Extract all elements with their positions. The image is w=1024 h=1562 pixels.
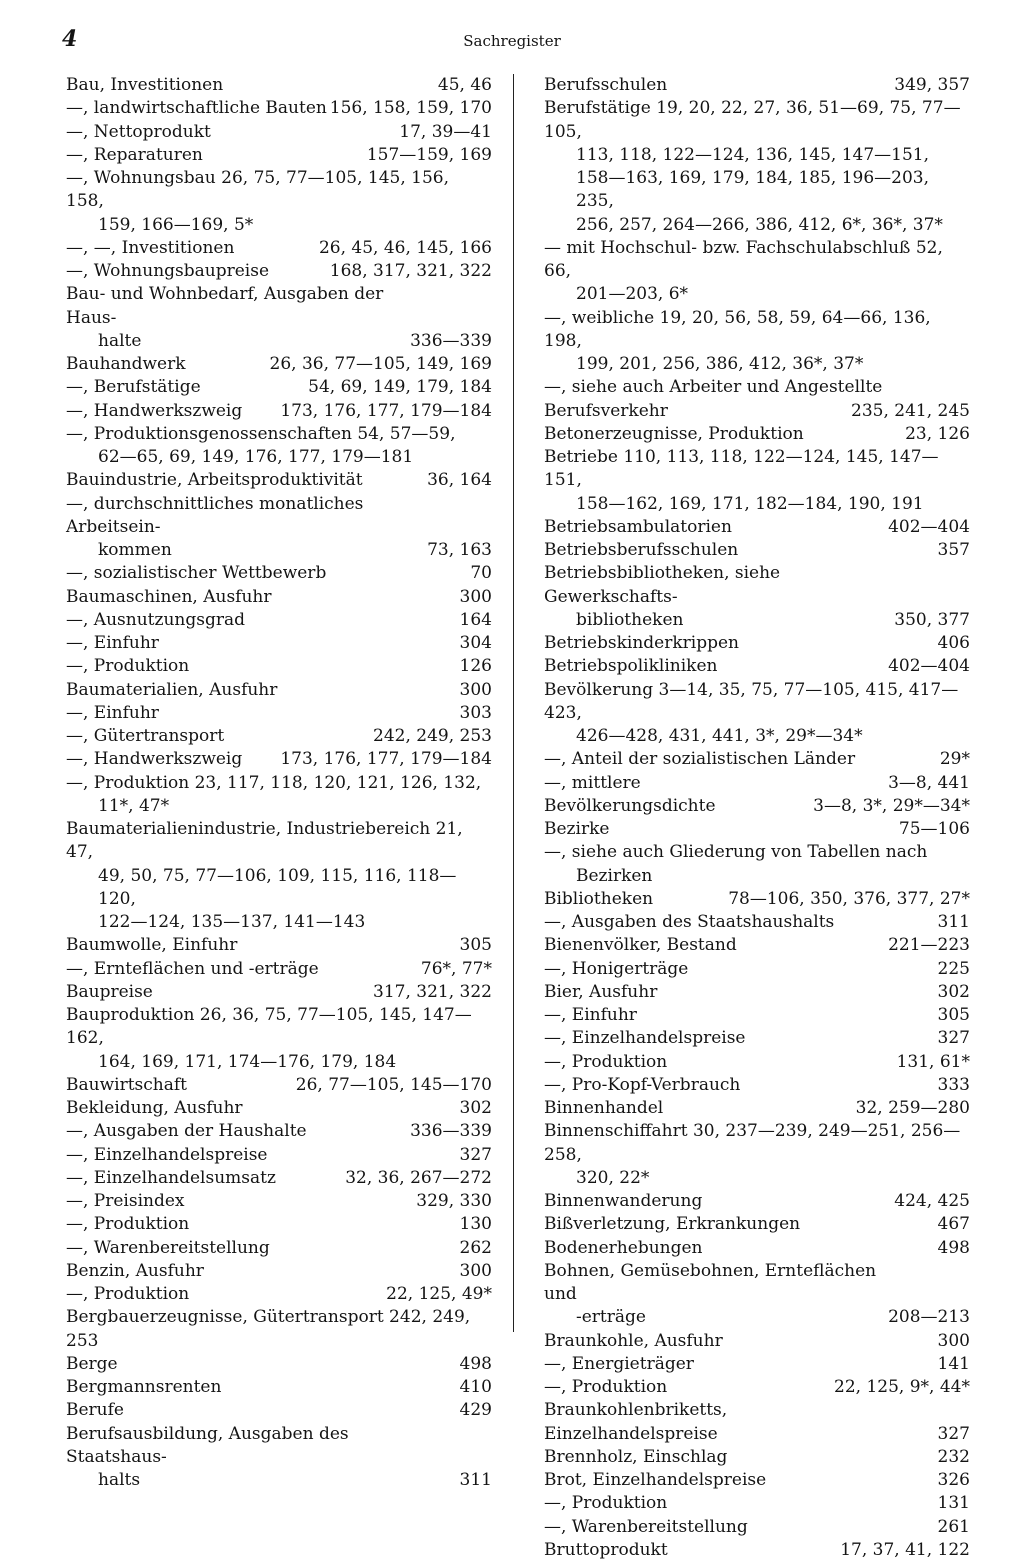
entry-term: —, Nettoprodukt (66, 121, 211, 142)
entry-pages: 333 (937, 1074, 970, 1095)
index-entry (66, 748, 492, 771)
entry-pages: 36, 164 (427, 470, 492, 491)
entry-pages: 54, 69, 149, 179, 184 (308, 377, 492, 398)
entry-term: —, Produktion (544, 1051, 668, 1072)
entry-pages: 498 (459, 1353, 492, 1374)
entry-term: Betriebspolikliniken (544, 656, 718, 677)
entry-pages: 336—339 (410, 1121, 492, 1142)
entry-pages: 410 (459, 1377, 492, 1397)
entry-pages: 26, 36, 77—105, 149, 169 (269, 354, 492, 374)
entry-term: Baumaterialien, Ausfuhr (66, 679, 278, 700)
index-entry (66, 97, 492, 120)
index-column-left (66, 74, 492, 1492)
entry-pages: 76*, 77* (420, 958, 492, 979)
entry-pages: 305 (937, 1005, 970, 1025)
index-entry (544, 237, 970, 307)
entry-term: Berufsverkehr (544, 400, 668, 421)
entry-pages: 3—8, 3*, 29*—34* (813, 795, 970, 816)
entry-term: —, durchschnittliches monatliches Arbeitsein- (66, 493, 364, 537)
index-entry (544, 1539, 970, 1562)
entry-term: —, Produktion 23, 117, 118, 120, 121, 126, 132, (66, 772, 482, 793)
index-entry (66, 1237, 492, 1260)
index-entry (544, 795, 970, 818)
index-entry (544, 1330, 970, 1353)
entry-term: —, weibliche 19, 20, 56, 58, 59, 64—66, 136, 198, (544, 307, 931, 351)
entry-term: Betriebskinderkrippen (544, 633, 740, 653)
entry-term: —, Honigerträge (544, 958, 689, 979)
entry-pages: 327 (937, 1028, 970, 1049)
index-entry (66, 1260, 492, 1283)
index-entry (66, 1399, 492, 1422)
entry-term: Bohnen, Gemüsebohnen, Ernteflächen und (544, 1260, 877, 1304)
entry-term: —, Einzelhandelsumsatz (66, 1167, 276, 1188)
entry-pages: 141 (937, 1353, 970, 1374)
entry-term: Braunkohlenbriketts, Einzelhandelspreise (544, 1400, 728, 1444)
entry-continuation: 201—203, 6* (576, 284, 689, 305)
entry-term: Bauproduktion 26, 36, 75, 77—105, 145, 147—162, (66, 1005, 472, 1049)
entry-pages: 26, 45, 46, 145, 166 (318, 237, 492, 258)
index-entry (544, 841, 970, 888)
entry-pages: 329, 330 (416, 1191, 492, 1211)
entry-term: Brennholz, Einschlag (544, 1446, 728, 1467)
entry-pages: 168, 317, 321, 322 (329, 261, 492, 281)
entry-continuation: 113, 118, 122—124, 136, 145, 147—151, (576, 144, 930, 165)
entry-continuation: 426—428, 431, 441, 3*, 29*—34* (576, 726, 863, 746)
entry-pages: 350, 377 (894, 609, 970, 630)
entry-pages: 349, 357 (894, 75, 970, 95)
entry-continuation: 256, 257, 264—266, 386, 412, 6*, 36*, 37* (576, 214, 943, 235)
index-entry (66, 353, 492, 376)
index-entry (66, 260, 492, 283)
entry-term: Binnenhandel (544, 1098, 664, 1118)
entry-term: —, —, Investitionen (66, 237, 235, 258)
entry-term: Baumwolle, Einfuhr (66, 935, 238, 956)
index-entry (66, 1144, 492, 1167)
entry-continuation: Bezirken (576, 865, 653, 886)
index-entry (66, 655, 492, 678)
index-entry (544, 74, 970, 97)
entry-term: —, Reparaturen (66, 144, 203, 165)
entry-pages: 402—404 (888, 516, 970, 537)
index-entry (544, 1260, 970, 1330)
entry-pages: 262 (459, 1237, 492, 1258)
entry-pages: 300 (459, 586, 492, 607)
entry-term: Betriebsbibliotheken, siehe Gewerkschafts- (544, 563, 781, 607)
entry-pages: 311 (937, 912, 970, 932)
entry-continuation: 164, 169, 171, 174—176, 179, 184 (98, 1051, 397, 1072)
index-entry (544, 1237, 970, 1260)
entry-pages: 173, 176, 177, 179—184 (280, 749, 492, 770)
entry-pages: 17, 37, 41, 122 (840, 1539, 970, 1560)
entry-term: Bau, Investitionen (66, 75, 224, 95)
entry-pages: 78—106, 350, 376, 377, 27* (728, 888, 970, 909)
entry-term: Brot, Einzelhandelspreise (544, 1470, 767, 1490)
entry-pages: 23, 126 (905, 423, 970, 444)
index-entry (544, 97, 970, 237)
entry-continuation: 158—163, 169, 179, 184, 185, 196—203, 235, (576, 168, 930, 212)
index-entry (66, 400, 492, 423)
entry-pages: 157—159, 169 (366, 144, 492, 165)
entry-pages: 300 (459, 1260, 492, 1281)
index-entry (66, 469, 492, 492)
index-entry (544, 1376, 970, 1399)
entry-term: —, Produktionsgenossenschaften 54, 57—59, (66, 423, 456, 444)
entry-pages: 70 (470, 563, 492, 584)
entry-pages: 164 (459, 609, 492, 630)
entry-term: Bauindustrie, Arbeitsproduktivität (66, 470, 363, 491)
entry-pages: 173, 176, 177, 179—184 (280, 400, 492, 421)
index-entry (66, 609, 492, 632)
index-entry (544, 307, 970, 377)
entry-pages: 326 (937, 1470, 970, 1490)
index-entry (544, 911, 970, 934)
index-entry (66, 144, 492, 167)
index-entry (66, 121, 492, 144)
entry-term: Bienenvölker, Bestand (544, 935, 737, 956)
entry-term: Berufe (66, 1400, 124, 1421)
entry-pages: 303 (459, 702, 492, 723)
entry-term: —, Ernteflächen und -erträge (66, 958, 319, 979)
index-entry (544, 1097, 970, 1120)
index-entry (544, 1516, 970, 1539)
entry-pages: 208—213 (888, 1307, 970, 1328)
entry-term: Betriebsambulatorien (544, 516, 732, 537)
entry-pages: 327 (459, 1144, 492, 1165)
entry-term: —, Wohnungsbaupreise (66, 261, 270, 281)
index-entry (544, 818, 970, 841)
entry-continuation: halts (98, 1470, 141, 1490)
entry-pages: 75—106 (898, 819, 970, 839)
entry-term: Binnenwanderung (544, 1191, 703, 1211)
entry-term: —, Pro-Kopf-Verbrauch (544, 1074, 741, 1095)
index-entry (66, 1190, 492, 1213)
entry-pages: 300 (459, 679, 492, 700)
entry-term: —, Ausnutzungsgrad (66, 609, 245, 630)
index-entry (544, 981, 970, 1004)
index-entry (544, 1074, 970, 1097)
entry-pages: 22, 125, 49* (386, 1284, 492, 1304)
entry-pages: 156, 158, 159, 170 (329, 98, 492, 119)
index-entry (544, 1399, 970, 1446)
entry-term: Bauwirtschaft (66, 1074, 187, 1095)
entry-pages: 424, 425 (894, 1191, 970, 1211)
index-entry (66, 1167, 492, 1190)
index-entry (544, 655, 970, 678)
entry-pages: 305 (459, 935, 492, 956)
entry-continuation: 49, 50, 75, 77—106, 109, 115, 116, 118—120, (98, 865, 457, 909)
entry-pages: 317, 321, 322 (373, 981, 492, 1002)
entry-term: Bodenerhebungen (544, 1237, 703, 1258)
entry-pages: 73, 163 (427, 540, 492, 560)
entry-term: —, Wohnungsbau 26, 75, 77—105, 145, 156, 158, (66, 168, 450, 212)
entry-term: —, Energieträger (544, 1353, 694, 1374)
entry-pages: 232 (937, 1446, 970, 1467)
entry-pages: 29* (939, 749, 970, 770)
index-entry (66, 1306, 492, 1353)
entry-term: —, sozialistischer Wettbewerb (66, 563, 327, 584)
entry-pages: 467 (937, 1214, 970, 1235)
entry-pages: 221—223 (888, 935, 970, 956)
index-entry (66, 1004, 492, 1074)
index-entry (544, 934, 970, 957)
index-entry (544, 1353, 970, 1376)
entry-pages: 327 (937, 1423, 970, 1444)
index-entry (544, 1492, 970, 1515)
entry-pages: 304 (459, 633, 492, 653)
entry-pages: 131, 61* (896, 1051, 970, 1072)
index-column-right (544, 74, 970, 1562)
index-entry (66, 493, 492, 563)
entry-term: Berufsschulen (544, 75, 668, 95)
entry-term: —, Einzelhandelspreise (66, 1144, 268, 1165)
index-entry (66, 167, 492, 237)
entry-term: —, Einzelhandelspreise (544, 1028, 746, 1049)
entry-pages: 126 (459, 656, 492, 677)
index-entry (66, 679, 492, 702)
entry-pages: 131 (937, 1493, 970, 1514)
index-entry (544, 1027, 970, 1050)
entry-term: —, Produktion (544, 1377, 668, 1397)
entry-continuation: 320, 22* (576, 1167, 650, 1188)
entry-term: —, Handwerkszweig (66, 400, 243, 421)
entry-pages: 336—339 (410, 330, 492, 351)
entry-continuation: 122—124, 135—137, 141—143 (98, 912, 366, 932)
entry-pages: 429 (459, 1400, 492, 1421)
entry-term: —, Einfuhr (66, 702, 159, 723)
entry-term: —, Ausgaben der Haushalte (66, 1121, 307, 1142)
entry-term: Bekleidung, Ausfuhr (66, 1098, 243, 1118)
index-entry (66, 586, 492, 609)
index-entry (544, 1120, 970, 1190)
index-entry (544, 1051, 970, 1074)
entry-term: —, Berufstätige (66, 377, 201, 398)
entry-pages: 302 (937, 981, 970, 1002)
entry-term: Bevölkerung 3—14, 35, 75, 77—105, 415, 417—423, (544, 679, 959, 723)
entry-pages: 261 (937, 1516, 970, 1537)
entry-term: Betriebe 110, 113, 118, 122—124, 145, 147—151, (544, 447, 939, 491)
entry-continuation: bibliotheken (576, 609, 684, 630)
entry-term: Betonerzeugnisse, Produktion (544, 423, 804, 444)
entry-pages: 357 (937, 540, 970, 560)
entry-term: —, Ausgaben des Staatshaushalts (544, 912, 835, 932)
entry-pages: 32, 36, 267—272 (345, 1167, 492, 1188)
entry-pages: 130 (459, 1214, 492, 1235)
entry-pages: 26, 77—105, 145—170 (295, 1074, 492, 1095)
entry-term: Baumaterialienindustrie, Industriebereich 21, 47, (66, 819, 463, 863)
entry-continuation: 158—162, 169, 171, 182—184, 190, 191 (576, 493, 924, 514)
entry-term: —, Handwerkszweig (66, 749, 243, 770)
index-entry (66, 632, 492, 655)
entry-term: — mit Hochschul- bzw. Fachschulabschluß 52, 66, (544, 237, 943, 281)
index-entry (544, 1213, 970, 1236)
column-divider (513, 74, 514, 1332)
entry-pages: 235, 241, 245 (851, 400, 970, 421)
index-entry (66, 1353, 492, 1376)
entry-term: Bier, Ausfuhr (544, 981, 658, 1002)
entry-term: Bezirke (544, 819, 610, 839)
index-entry (544, 772, 970, 795)
entry-term: —, Produktion (544, 1493, 668, 1514)
entry-term: —, Produktion (66, 1284, 190, 1304)
entry-term: Bergbauerzeugnisse, Gütertransport 242, 249, 253 (66, 1307, 471, 1351)
entry-pages: 22, 125, 9*, 44* (834, 1377, 970, 1397)
entry-term: Bißverletzung, Erkrankungen (544, 1214, 801, 1235)
entry-pages: 3—8, 441 (888, 772, 970, 793)
index-entry (66, 237, 492, 260)
entry-term: Betriebsberufsschulen (544, 540, 739, 560)
index-entry (544, 376, 970, 399)
entry-term: —, Einfuhr (544, 1005, 637, 1025)
entry-term: Baupreise (66, 981, 153, 1002)
index-entry (544, 1446, 970, 1469)
entry-term: Bergmannsrenten (66, 1377, 222, 1397)
entry-pages: 17, 39—41 (399, 121, 492, 142)
index-entry (66, 1376, 492, 1399)
entry-term: —, Anteil der sozialistischen Länder (544, 749, 856, 770)
entry-continuation: -erträge (576, 1307, 646, 1328)
index-entry (544, 539, 970, 562)
index-entry (66, 702, 492, 725)
entry-pages: 45, 46 (437, 75, 492, 95)
index-entry (66, 423, 492, 470)
entry-pages: 402—404 (888, 656, 970, 677)
entry-term: —, Warenbereitstellung (544, 1516, 748, 1537)
index-entry (66, 283, 492, 353)
entry-pages: 311 (459, 1470, 492, 1490)
entry-pages: 225 (937, 958, 970, 979)
index-entry (66, 958, 492, 981)
index-entry (544, 1469, 970, 1492)
index-entry (544, 632, 970, 655)
entry-pages: 302 (459, 1098, 492, 1118)
index-entry (66, 1097, 492, 1120)
page-title: Sachregister (463, 32, 561, 50)
index-entry (66, 981, 492, 1004)
index-entry (66, 725, 492, 748)
entry-term: Berufsausbildung, Ausgaben des Staatshaus- (66, 1423, 349, 1467)
index-entry (544, 1004, 970, 1027)
index-entry (544, 400, 970, 423)
index-entry (66, 376, 492, 399)
entry-term: Berufstätige 19, 20, 22, 27, 36, 51—69, 75, 77—105, (544, 98, 961, 142)
entry-continuation: 159, 166—169, 5* (98, 214, 254, 235)
index-entry (544, 446, 970, 516)
index-entry (66, 934, 492, 957)
entry-continuation: 11*, 47* (98, 795, 170, 816)
entry-term: Braunkohle, Ausfuhr (544, 1330, 723, 1351)
page-number: 4 (62, 26, 78, 52)
index-entry (66, 562, 492, 585)
entry-term: —, Gütertransport (66, 726, 225, 746)
entry-term: Bibliotheken (544, 888, 654, 909)
index-entry (544, 423, 970, 446)
entry-term: —, Warenbereitstellung (66, 1237, 270, 1258)
entry-term: Binnenschiffahrt 30, 237—239, 249—251, 256—258, (544, 1121, 961, 1165)
entry-term: —, Produktion (66, 656, 190, 677)
entry-term: Berge (66, 1353, 118, 1374)
index-entry (544, 1190, 970, 1213)
index-entry (544, 516, 970, 539)
entry-term: —, siehe auch Gliederung von Tabellen nach (544, 842, 928, 863)
entry-continuation: halte (98, 330, 142, 351)
entry-term: Baumaschinen, Ausfuhr (66, 586, 272, 607)
entry-continuation: 199, 201, 256, 386, 412, 36*, 37* (576, 354, 864, 374)
entry-term: Bau- und Wohnbedarf, Ausgaben der Haus- (66, 284, 384, 328)
entry-term: —, Einfuhr (66, 633, 159, 653)
index-entry (544, 748, 970, 771)
entry-continuation: kommen (98, 540, 172, 560)
index-entry (66, 772, 492, 819)
entry-term: Benzin, Ausfuhr (66, 1260, 204, 1281)
entry-pages: 300 (937, 1330, 970, 1351)
entry-term: —, Produktion (66, 1214, 190, 1235)
entry-term: —, siehe auch Arbeiter und Angestellte (544, 377, 883, 398)
index-entry (66, 818, 492, 934)
entry-pages: 498 (937, 1237, 970, 1258)
entry-pages: 32, 259—280 (855, 1098, 970, 1118)
index-entry (66, 74, 492, 97)
entry-continuation: 62—65, 69, 149, 176, 177, 179—181 (98, 447, 414, 467)
entry-term: —, Preisindex (66, 1191, 185, 1211)
entry-term: Bauhandwerk (66, 354, 186, 374)
entry-term: —, landwirtschaftliche Bauten (66, 98, 327, 119)
index-entry (544, 888, 970, 911)
index-entry (544, 958, 970, 981)
index-entry (66, 1074, 492, 1097)
index-entry (544, 679, 970, 749)
index-entry (66, 1423, 492, 1493)
entry-term: Bevölkerungsdichte (544, 795, 716, 816)
entry-term: —, mittlere (544, 772, 641, 793)
entry-term: Bruttoprodukt (544, 1539, 668, 1560)
entry-pages: 406 (937, 633, 970, 653)
index-entry (66, 1213, 492, 1236)
entry-pages: 242, 249, 253 (373, 726, 492, 746)
index-entry (66, 1120, 492, 1143)
index-entry (66, 1283, 492, 1306)
index-entry (544, 562, 970, 632)
